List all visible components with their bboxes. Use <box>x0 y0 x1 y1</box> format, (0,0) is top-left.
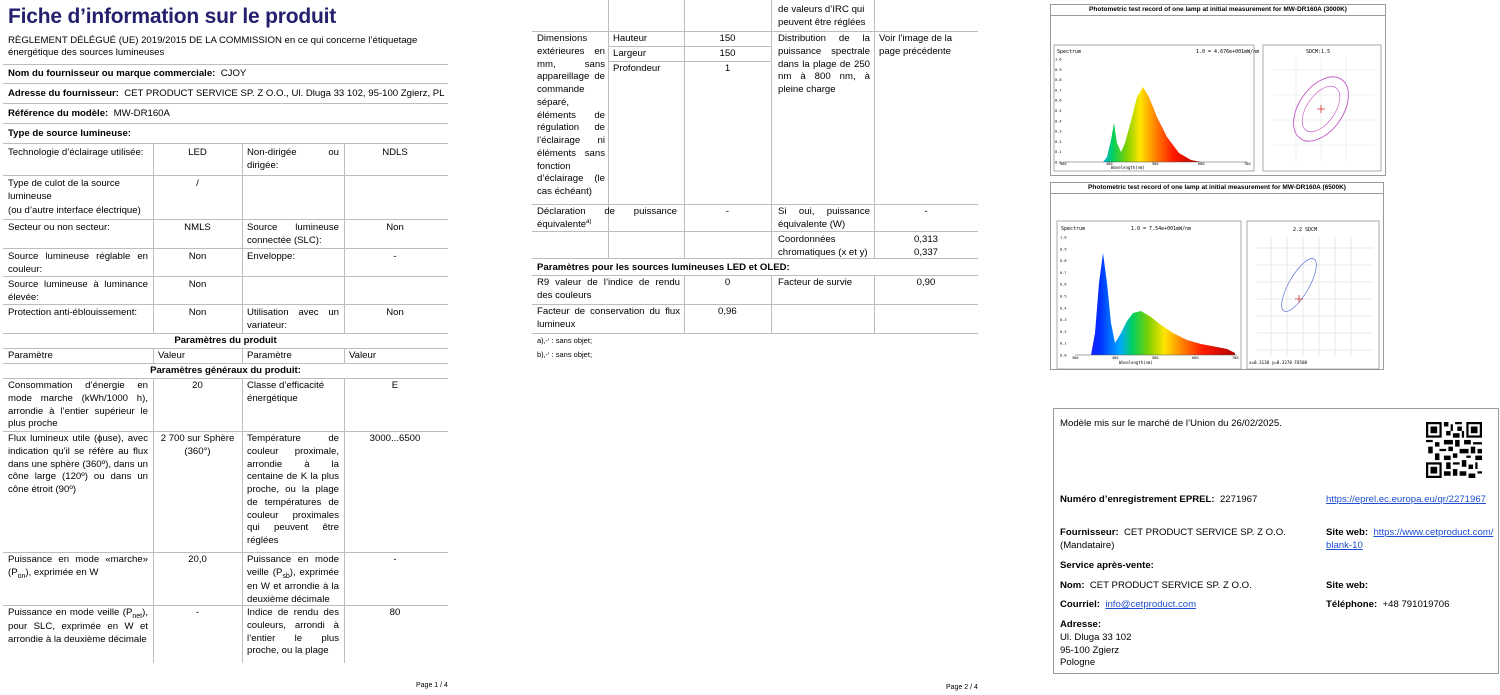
cct-label: Température de couleur proximale, arrondie à la centaine de K la plus proche, ou la plage de températures de couleur proximales qui peuvent être réglées <box>247 433 339 546</box>
equiv-value: - <box>725 206 730 217</box>
standby-value: - <box>393 554 397 565</box>
x-tick-label: 780 <box>1244 162 1251 166</box>
website-link[interactable]: https://www.cetproduct.com/blank-10 <box>1326 527 1494 551</box>
r9-value: 0 <box>724 277 731 288</box>
y-tick-label: 0.2 <box>1055 139 1062 144</box>
height-label: Hauteur <box>613 33 648 44</box>
source-type-header: Type de source lumineuse: <box>8 128 131 139</box>
color-tunable-label: Source lumineuse réglable en couleur: <box>8 251 148 275</box>
x-axis-label: Wavelength(nm) <box>1119 360 1153 365</box>
page-number: Page 2 / 4 <box>946 684 978 691</box>
connected-label: Source lumineuse connectée (SLC): <box>247 222 339 246</box>
y-tick-label: 0.5 <box>1060 294 1067 299</box>
photometric-record-6500k <box>1050 182 1384 370</box>
cie-label: 2.2 SDCM <box>1293 227 1318 233</box>
y-tick-label: 0.0 <box>1060 353 1067 358</box>
col-param-header: Paramètre <box>8 350 53 361</box>
y-tick-label: 0.8 <box>1060 259 1067 264</box>
x-tick-label: 480 <box>1106 162 1113 166</box>
r9-label: R9 valeur de l’indice de rendu des couleurs <box>537 277 680 301</box>
depth-label: Profondeur <box>613 63 661 74</box>
energy-label: Consommation d’énergie en mode marche (kWh/1000 h), arrondie à l’entier supérieur le plus proche <box>8 380 148 430</box>
efficiency-value: E <box>391 380 399 391</box>
divider <box>3 143 448 144</box>
graph-title: Photometric test record of one lamp at initial measurement for MW-DR160A (6500K) <box>1051 184 1383 194</box>
y-tick-label: 0.8 <box>1055 78 1062 83</box>
page-number: Page 1 / 4 <box>416 682 448 689</box>
lumen-maint-value: 0,96 <box>718 306 737 317</box>
divider <box>3 123 448 124</box>
website2-label: Site web: <box>1326 580 1369 591</box>
y-tick-label: 0.3 <box>1060 318 1067 323</box>
y-tick-label: 0.1 <box>1055 150 1062 155</box>
divider <box>3 64 448 65</box>
cri-value: 80 <box>389 607 401 618</box>
chroma-label: Coordonnées chromatiques (x et y) <box>778 234 868 258</box>
power-on-label: Puissance en mode «marche» $(P_{on})$, exprimée en W <box>8 554 148 580</box>
y-tick-label: 0.4 <box>1060 306 1067 311</box>
eprel-row: Numéro d’enregistrement EPREL: 2271967 <box>1060 494 1258 505</box>
flux-label: Flux lumineux utile (ɸuse), avec indication qu’il se réfère au flux dans une sphère (360º), dans un cône large (120º) ou dans un cône étroit (90º) <box>8 433 148 495</box>
footnote-a: a)‚-‘ : sans objet; <box>537 336 593 345</box>
spectrum-readout: 1.0 = 7.54e+001mW/nm <box>1131 226 1192 232</box>
general-header: Paramètres généraux du produit: <box>150 365 301 376</box>
dims-label: Dimensions extérieures en mm, sans appareillage de commande séparé, éléments de régulation de l’éclairage ni éléments sans fonction d’éclairage (le cas échéant) <box>537 33 605 197</box>
efficiency-label: Classe d’efficacité énergétique <box>247 380 325 404</box>
power-on-value: 20,0 <box>188 554 207 565</box>
tech-label: Technologie d’éclairage utilisée: <box>8 147 144 158</box>
qr-code-icon <box>1426 422 1482 478</box>
y-tick-label: 1.0 <box>1055 57 1062 62</box>
lumen-maint-label: Facteur de conservation du flux lumineux <box>537 306 680 330</box>
address-block: Adresse: Ul. Dluga 33 102 95-100 Zgierz Pologne <box>1060 619 1132 669</box>
y-tick-label: 0.9 <box>1055 67 1062 72</box>
high-luminance-label: Source lumineuse à luminance élevée: <box>8 279 148 303</box>
envelope-label: Enveloppe: <box>247 251 296 262</box>
survival-value: 0,90 <box>916 277 936 288</box>
equiv-label: Déclaration de puissance équivalente$^{a)}$ <box>537 206 677 230</box>
energy-value: 20 <box>192 380 203 391</box>
x-axis-label: Wavelength(nm) <box>1111 165 1145 170</box>
cap-value: / <box>196 178 199 189</box>
high-luminance-value: Non <box>188 279 207 290</box>
tech-value: LED <box>188 147 207 158</box>
x-tick-label: 580 <box>1152 356 1159 360</box>
dimmable-value: Non <box>386 307 404 318</box>
spectrum-6500k-chart <box>1051 193 1385 371</box>
market-text: Modèle mis sur le marché de l’Union du 26/02/2025. <box>1060 418 1282 429</box>
survival-label: Facteur de survie <box>778 277 853 288</box>
divider <box>3 83 448 84</box>
standby-label: Puissance en mode veille $(P_{sb})$, exprimée en W et arrondie à la deuxième décimale <box>247 554 340 605</box>
spectral-label: Distribution de la puissance spectrale dans la plage de 250 nm à 800 nm, à pleine charge <box>778 33 870 95</box>
width-label: Largeur <box>613 48 647 59</box>
spectrum-label: Spectrum <box>1061 226 1086 232</box>
flux-value: 2 700 sur Sphère (360°) <box>160 433 235 457</box>
net-standby-label: Puissance en mode veille $(P_{net})$, pour SLC, exprimée en W et arrondie à la deuxième décimale <box>8 607 148 645</box>
photometric-record-3000k <box>1050 4 1386 176</box>
depth-value: 1 <box>724 63 731 74</box>
equiv-power-value: - <box>924 206 928 217</box>
cct-value: 3000...6500 <box>369 433 421 444</box>
eprel-link[interactable]: https://eprel.ec.europa.eu/qr/2271967 <box>1326 494 1487 505</box>
envelope-value: - <box>393 251 397 262</box>
footnote-b: b)‚-‘ : sans objet; <box>537 350 593 359</box>
col-value-header: Valeur <box>349 350 377 361</box>
anti-glare-label: Protection anti-éblouissement: <box>8 307 138 318</box>
y-tick-label: 0.1 <box>1060 341 1067 346</box>
x-tick-label: 580 <box>1152 162 1159 166</box>
directional-label: Non-dirigée ou dirigée: <box>247 147 339 171</box>
y-tick-label: 0.6 <box>1055 98 1062 103</box>
divider <box>3 103 448 104</box>
regulation-text: RÈGLEMENT DÉLÉGUÉ (UE) 2019/2015 DE LA COMMISSION en ce qui concerne l’étiquetage énergétique des sources lumineuses <box>8 35 418 59</box>
net-standby-value: - <box>195 607 200 618</box>
y-tick-label: 0.6 <box>1060 282 1067 287</box>
params-header: Paramètres du produit <box>174 335 277 346</box>
height-value: 150 <box>719 33 736 44</box>
model-row: Référence du modèle: MW-DR160A <box>8 108 170 119</box>
y-tick-label: 0.4 <box>1055 119 1062 124</box>
equiv-power-label: Si oui, puissance équivalente (W) <box>778 206 870 230</box>
dimmable-label: Utilisation avec un variateur: <box>247 307 339 331</box>
x-tick-label: 380 <box>1072 356 1079 360</box>
spectral-value: Voir l’image de la page précédente <box>879 33 953 57</box>
connected-value: Non <box>386 222 404 233</box>
cap-label: Type de culot de la source lumineuse (ou d’autre interface électrique) <box>8 178 141 216</box>
y-tick-label: 0.9 <box>1060 247 1067 252</box>
y-tick-label: 0.7 <box>1060 270 1067 275</box>
supplier-row: Fournisseur: CET PRODUCT SERVICE SP. Z O.O. (Mandataire) <box>1060 527 1286 551</box>
email-row: Courriel: info@cetproduct.com <box>1060 599 1197 610</box>
col-value-header: Valeur <box>158 350 186 361</box>
page-title: Fiche d’information sur le produit <box>8 5 337 28</box>
mains-value: NMLS <box>184 222 211 233</box>
x-tick-label: 380 <box>1060 162 1067 166</box>
x-tick-label: 780 <box>1232 356 1239 360</box>
name-row: Nom: CET PRODUCT SERVICE SP. Z O.O. <box>1060 580 1252 591</box>
email-link[interactable]: info@cetproduct.com <box>1105 599 1197 610</box>
page-1 <box>0 0 450 695</box>
supplier-name-row: Nom du fournisseur ou marque commerciale: CJOY <box>8 68 247 79</box>
y-tick-label: 0.2 <box>1060 329 1067 334</box>
y-tick-label: 0.5 <box>1055 109 1062 113</box>
y-tick-label: 0.3 <box>1055 129 1062 134</box>
x-tick-label: 680 <box>1198 162 1205 166</box>
page-3 <box>1050 0 1500 695</box>
spectrum-label: Spectrum <box>1057 49 1082 55</box>
y-tick-label: 0.0 <box>1055 160 1062 165</box>
color-tunable-value: Non <box>188 251 207 262</box>
chroma-values: 0,313 0,337 <box>913 234 938 258</box>
website-row: Site web: https://www.cetproduct.com/blank-10 <box>1326 527 1494 551</box>
x-tick-label: 480 <box>1112 356 1119 360</box>
width-value: 150 <box>719 48 736 59</box>
y-tick-label: 1.0 <box>1060 235 1067 240</box>
mains-label: Secteur ou non secteur: <box>8 222 110 233</box>
spectrum-readout: 1.0 = 4.676e+001mW/nm <box>1196 49 1260 55</box>
phone-row: Téléphone: +48 791019706 <box>1326 599 1450 610</box>
anti-glare-value: Non <box>188 307 207 318</box>
chroma-coordinates: x=0.3130 y=0.3370 F6500 <box>1249 360 1307 365</box>
graph-title: Photometric test record of one lamp at initial measurement for MW-DR160A (3000K) <box>1051 6 1385 16</box>
cri-continued: de valeurs d’IRC qui peuvent être réglées <box>778 4 866 28</box>
market-info-box <box>1053 408 1499 674</box>
col-param-header: Paramètre <box>247 350 292 361</box>
directional-value: NDLS <box>382 147 408 158</box>
led-header: Paramètres pour les sources lumineuses LED et OLED: <box>537 262 790 273</box>
spectrum-3000k-chart <box>1051 15 1387 177</box>
y-tick-label: 0.7 <box>1055 88 1062 93</box>
x-tick-label: 680 <box>1192 356 1199 360</box>
page-2 <box>532 0 979 695</box>
supplier-address-row: Adresse du fournisseur: CET PRODUCT SERVICE SP. Z O.O., Ul. Dluga 33 102, 95-100 Zgierz, PL <box>8 88 445 99</box>
cie-label: SDCM:1.5 <box>1306 49 1331 55</box>
cri-label: Indice de rendu des couleurs, arrondi à l’entier le plus proche, ou la plage <box>247 607 339 657</box>
after-sales-label: Service après-vente: <box>1060 560 1154 571</box>
